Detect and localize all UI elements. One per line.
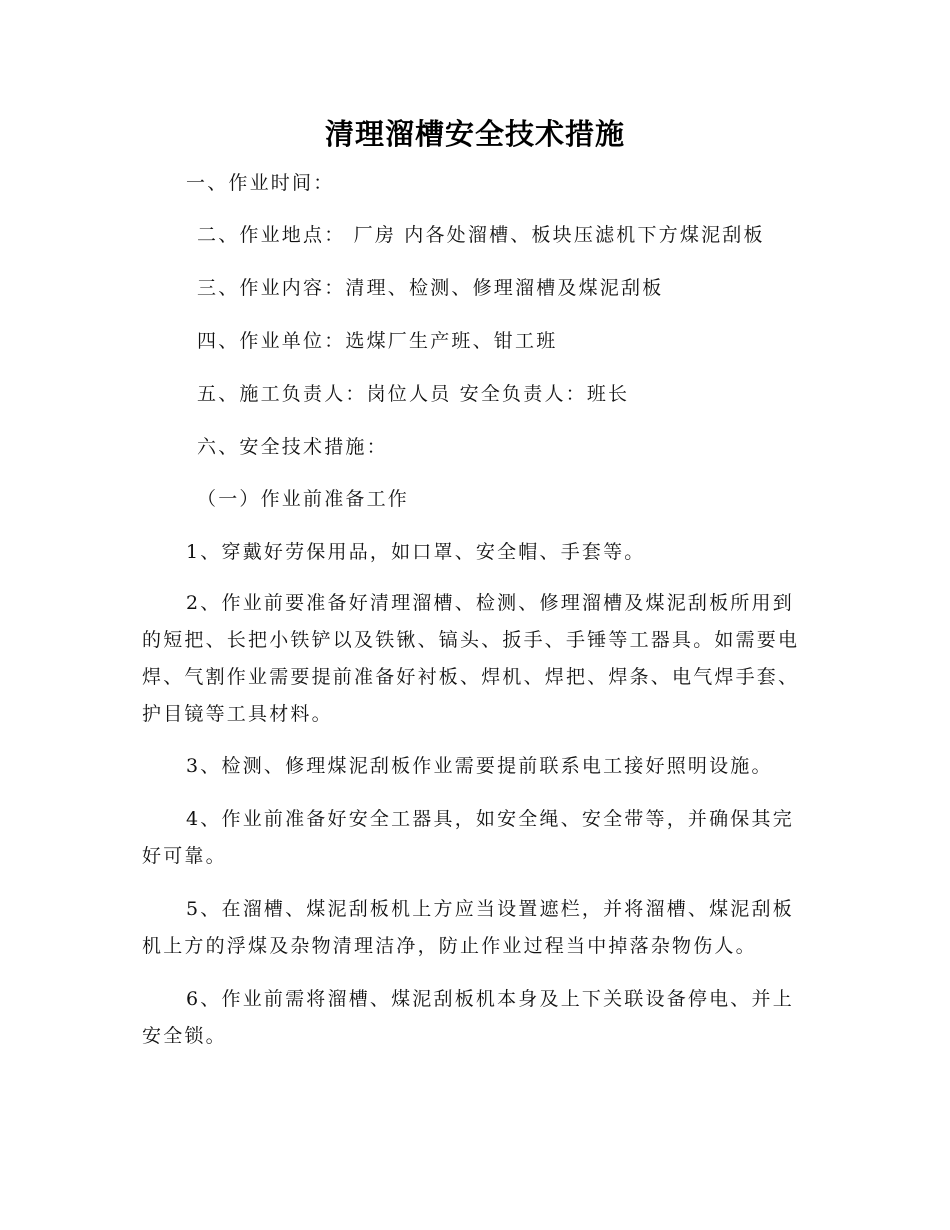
work-unit-line: 四、作业单位：选煤厂生产班、钳工班 <box>197 330 558 352</box>
list-item: 6、作业前需将溜槽、煤泥刮板机本身及上下关联设备停电、并上安全锁。 <box>142 988 794 1047</box>
list-item: 2、作业前要准备好清理溜槽、检测、修理溜槽及煤泥刮板所用到的短把、长把小铁铲以及铁锹、镐头、扳手、手锤等工器具。如需要电焊、气割作业需要提前准备好衬板、焊机、焊把、焊条、电气焊手套、护目镜等工具材料。 <box>142 592 800 725</box>
document-title: 清理溜槽安全技术措施 <box>324 117 625 151</box>
list-item: 4、作业前准备好安全工器具，如安全绳、安全带等，并确保其完好可靠。 <box>142 808 794 867</box>
list-item: 1、穿戴好劳保用品，如口罩、安全帽、手套等。 <box>186 541 646 563</box>
work-time-line: 一、作业时间： <box>186 172 335 194</box>
list-item: 3、检测、修理煤泥刮板作业需要提前联系电工接好照明设施。 <box>186 755 773 777</box>
safety-measures-heading: 六、安全技术措施： <box>197 436 388 458</box>
responsible-person-line: 五、施工负责人：岗位人员 安全负责人：班长 <box>197 383 630 405</box>
work-content-line: 三、作业内容：清理、检测、修理溜槽及煤泥刮板 <box>197 277 664 299</box>
work-location-line: 二、作业地点： 厂房 内各处溜槽、板块压滤机下方煤泥刮板 <box>197 224 765 246</box>
preparation-subheading: （一）作业前准备工作 <box>197 488 410 510</box>
list-item: 5、在溜槽、煤泥刮板机上方应当设置遮栏，并将溜槽、煤泥刮板机上方的浮煤及杂物清理洁净，防止作业过程当中掉落杂物伤人。 <box>142 898 794 957</box>
